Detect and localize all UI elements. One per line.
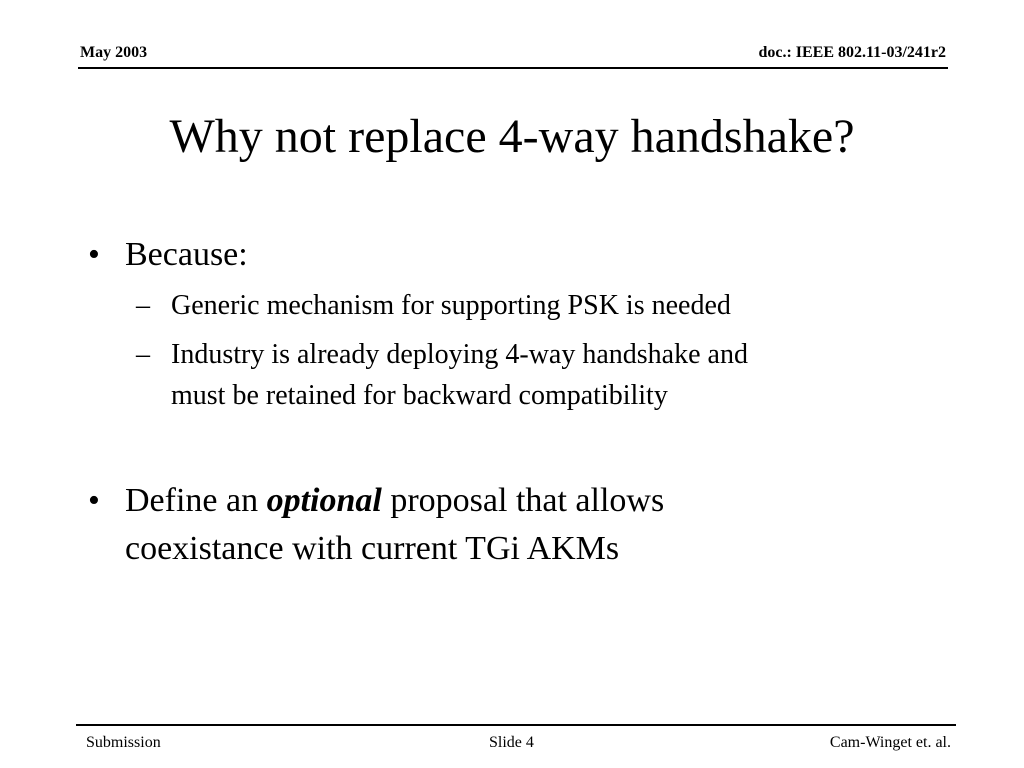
sub-bullet-text-line-2: must be retained for backward compatibility [171,380,668,411]
slide-title: Why not replace 4-way handshake? [169,110,855,163]
footer-slide-number: Slide 4 [489,734,534,751]
bullet-marker: • [88,236,100,273]
bullet-marker: • [88,482,100,519]
sub-bullet-text: Generic mechanism for supporting PSK is needed [171,290,731,321]
bullet-text-line-1 [125,478,664,523]
emphasis-text: optional [266,482,382,519]
header-doc-id: doc.: IEEE 802.11-03/241r2 [758,44,946,61]
header-divider [78,67,948,69]
bullet-text: Because: [125,236,248,273]
sub-bullet-marker: – [136,339,150,370]
sub-bullet-marker: – [136,290,150,321]
bullet-prefix: Define an [125,482,267,519]
bullet-text-line-2: coexistance with current TGi AKMs [125,530,620,567]
footer-submission: Submission [86,734,161,751]
bullet-suffix: proposal that allows [381,482,665,519]
footer-divider [76,724,956,726]
footer-authors: Cam-Winget et. al. [829,734,951,751]
sub-bullet-text-line-1: Industry is already deploying 4-way handshake and [171,339,748,370]
header-date: May 2003 [80,44,148,61]
